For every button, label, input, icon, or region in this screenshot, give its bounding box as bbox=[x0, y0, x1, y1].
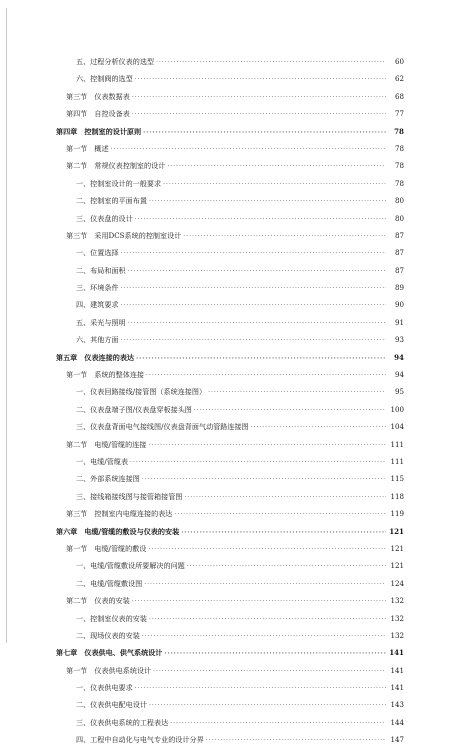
toc-page-number: 78 bbox=[394, 161, 404, 171]
toc-item-row bbox=[56, 244, 404, 261]
dot-leader bbox=[170, 715, 386, 732]
toc-page-number: 132 bbox=[390, 613, 404, 623]
toc-entry-title: 四、工程中自动化与电气专业的设计分界 bbox=[76, 735, 204, 745]
toc-entry-title: 二、仪表盘端子图/仪表盘穿板接头图 bbox=[76, 404, 192, 414]
toc-entry-title: 二、外部系统连接图 bbox=[76, 474, 140, 484]
toc-page-number: 124 bbox=[390, 578, 404, 588]
toc-page-number: 118 bbox=[390, 491, 404, 501]
page-edge-line bbox=[6, 8, 7, 643]
toc-item-row bbox=[56, 175, 404, 192]
toc-item-row bbox=[56, 488, 404, 505]
dot-leader bbox=[130, 454, 386, 471]
toc-entry-title: 一、电缆/管缆敷设所要解决的问题 bbox=[76, 561, 185, 571]
toc-entry-title: 一、电缆/管缆表 bbox=[76, 456, 129, 466]
toc-entry-title: 二、现场仪表的安装 bbox=[76, 630, 140, 640]
toc-page-number: 141 bbox=[390, 683, 404, 693]
toc-entry-title: 第一节 系统的整体连接 bbox=[66, 370, 145, 380]
toc-page-number: 132 bbox=[390, 596, 404, 606]
toc-entry-title: 第二节 电缆/管缆的连接 bbox=[66, 439, 147, 449]
toc-section-row bbox=[56, 540, 404, 557]
toc-page-number: 87 bbox=[394, 248, 404, 258]
toc-page-number: 93 bbox=[394, 335, 404, 345]
dot-leader bbox=[174, 506, 386, 523]
toc-page-number: 60 bbox=[394, 57, 404, 66]
toc-entry-title: 第一节 概述 bbox=[66, 143, 109, 153]
toc-page-number: 100 bbox=[390, 404, 404, 414]
dot-leader bbox=[184, 489, 386, 506]
dot-leader bbox=[135, 211, 386, 228]
toc-entry-title: 一、控制室仪表的安装 bbox=[76, 613, 147, 623]
toc-item-row bbox=[56, 575, 404, 592]
toc-section-row bbox=[56, 505, 404, 522]
toc-item-row bbox=[56, 331, 404, 348]
dot-leader bbox=[156, 54, 386, 71]
toc-entry-title: 二、布局和面积 bbox=[76, 265, 126, 275]
toc-entry-title: 四、建筑要求 bbox=[76, 300, 119, 310]
toc-item-row bbox=[56, 418, 404, 435]
dot-leader bbox=[167, 158, 386, 175]
toc-entry-title: 第三节 控制室内电缆连接的表达 bbox=[66, 509, 173, 519]
toc-item-row bbox=[56, 210, 404, 227]
toc-page-number: 141 bbox=[389, 648, 404, 658]
toc-page-number: 132 bbox=[390, 630, 404, 640]
toc-entry-title: 第一节 电缆/管缆的敷设 bbox=[66, 543, 147, 553]
toc-section-row bbox=[56, 105, 404, 122]
toc-entry-title: 二、仪表供电配电设计 bbox=[76, 700, 147, 710]
toc-item-row bbox=[56, 714, 404, 731]
toc-entry-title: 第四章 控制室的设计原则 bbox=[56, 126, 142, 136]
toc-page-number: 94 bbox=[394, 352, 404, 362]
dot-leader bbox=[149, 697, 386, 714]
toc-page-number: 78 bbox=[394, 143, 404, 153]
toc-entry-title: 第三节 采用DCS系统的控制室设计 bbox=[66, 230, 182, 240]
toc-entry-title: 五、过程分析仪表的选型 bbox=[76, 57, 155, 66]
toc-chapter-row bbox=[56, 644, 404, 661]
toc-item-row bbox=[56, 470, 404, 487]
toc-item-row bbox=[56, 192, 404, 209]
toc-page-number: 121 bbox=[390, 543, 404, 553]
toc-item-row bbox=[56, 453, 404, 470]
dot-leader bbox=[128, 315, 386, 332]
dot-leader bbox=[146, 367, 386, 384]
toc-page-number: 91 bbox=[394, 317, 404, 327]
toc-page-number: 89 bbox=[394, 283, 404, 293]
toc-page-number: 121 bbox=[390, 561, 404, 571]
dot-leader bbox=[206, 732, 386, 749]
dot-leader bbox=[135, 71, 386, 88]
toc-item-row bbox=[56, 262, 404, 279]
dot-leader bbox=[136, 350, 386, 367]
dot-leader bbox=[208, 384, 386, 401]
toc-chapter-row bbox=[56, 349, 404, 366]
toc-page-number: 78 bbox=[394, 126, 404, 136]
dot-leader bbox=[148, 541, 386, 558]
toc-entry-title: 三、仪表供电系统的工程表达 bbox=[76, 717, 169, 727]
toc-page-number: 111 bbox=[390, 456, 404, 466]
toc-page-number: 68 bbox=[394, 91, 404, 101]
toc-entry-title: 五、采光与照明 bbox=[76, 317, 126, 327]
dot-leader bbox=[143, 124, 386, 141]
dot-leader bbox=[132, 593, 386, 610]
toc-entry-title: 三、仪表盘的设计 bbox=[76, 213, 133, 223]
toc-page-number: 104 bbox=[390, 422, 404, 432]
toc-page-number: 144 bbox=[390, 717, 404, 727]
toc-entry-title: 三、仪表盘背面电气接线图/仪表盘背面气动管路连接图 bbox=[76, 422, 249, 432]
dot-leader bbox=[181, 524, 386, 541]
toc-entry-title: 第六章 电缆/管缆的敷设与仪表的安装 bbox=[56, 526, 180, 536]
toc-item-row bbox=[56, 679, 404, 696]
toc-chapter-row bbox=[56, 523, 404, 540]
toc-item-row bbox=[56, 401, 404, 418]
toc-page-number: 115 bbox=[390, 474, 404, 484]
toc-page-number: 80 bbox=[394, 196, 404, 206]
toc-page-number: 143 bbox=[390, 700, 404, 710]
dot-leader bbox=[183, 228, 386, 245]
toc-page-number: 95 bbox=[394, 387, 404, 397]
toc-item-row bbox=[56, 314, 404, 331]
dot-leader bbox=[153, 663, 386, 680]
toc-chapter-row bbox=[56, 123, 404, 140]
toc-item-row bbox=[56, 383, 404, 400]
toc-page-number: 87 bbox=[394, 230, 404, 240]
toc-page-number: 87 bbox=[394, 265, 404, 275]
dot-leader bbox=[121, 280, 386, 297]
toc-entry-title: 二、电缆/管缆敷设图 bbox=[76, 578, 143, 588]
toc-page-number: 119 bbox=[390, 509, 404, 519]
dot-leader bbox=[121, 245, 386, 262]
toc-entry-title: 六、其他方面 bbox=[76, 335, 119, 345]
dot-leader bbox=[187, 558, 386, 575]
toc-section-row bbox=[56, 592, 404, 609]
toc-section-row bbox=[56, 140, 404, 157]
dot-leader bbox=[121, 332, 386, 349]
toc-page-number: 77 bbox=[394, 109, 404, 119]
dot-leader bbox=[251, 419, 386, 436]
toc-page-number: 111 bbox=[390, 439, 404, 449]
toc-section-row bbox=[56, 157, 404, 174]
toc-section-row bbox=[56, 436, 404, 453]
toc-entry-title: 第七章 仪表供电、供气系统设计 bbox=[56, 648, 163, 658]
toc-page-number: 78 bbox=[394, 178, 404, 188]
toc-item-row bbox=[56, 296, 404, 313]
toc-page-number: 141 bbox=[390, 665, 404, 675]
dot-leader bbox=[144, 576, 386, 593]
toc-item-row bbox=[56, 279, 404, 296]
dot-leader bbox=[148, 437, 386, 454]
dot-leader bbox=[128, 263, 386, 280]
toc-page-number: 94 bbox=[394, 370, 404, 380]
toc-entry-title: 第五章 仪表连接的表达 bbox=[56, 352, 135, 362]
toc-entry-title: 第三节 仪表数据表 bbox=[66, 91, 130, 101]
toc-section-row bbox=[56, 662, 404, 679]
dot-leader bbox=[132, 89, 386, 106]
dot-leader bbox=[111, 141, 386, 158]
toc-section-row bbox=[56, 366, 404, 383]
toc-entry-title: 一、控制室设计的一般要求 bbox=[76, 178, 162, 188]
toc-page-number: 147 bbox=[390, 735, 404, 745]
toc-item-row bbox=[56, 731, 404, 748]
toc-entry-title: 一、仪表供电要求 bbox=[76, 683, 133, 693]
toc-entry-title: 一、仪表回路接线/接管图（系统连接图） bbox=[76, 387, 207, 397]
dot-leader bbox=[149, 193, 386, 210]
dot-leader bbox=[142, 628, 386, 645]
toc-item-row bbox=[56, 696, 404, 713]
toc-page-number: 90 bbox=[394, 300, 404, 310]
dot-leader bbox=[149, 611, 386, 628]
toc-section-row bbox=[56, 88, 404, 105]
toc-page-number: 62 bbox=[394, 74, 404, 84]
toc-entry-title: 第一节 仪表供电系统设计 bbox=[66, 665, 152, 675]
dot-leader bbox=[135, 680, 386, 697]
table-of-contents bbox=[56, 53, 404, 749]
toc-page-number: 121 bbox=[389, 526, 404, 536]
toc-entry-title: 第四节 自控设备表 bbox=[66, 109, 130, 119]
dot-leader bbox=[164, 645, 386, 662]
toc-entry-title: 第二节 仪表的安装 bbox=[66, 596, 130, 606]
toc-item-row bbox=[56, 557, 404, 574]
dot-leader bbox=[194, 402, 386, 419]
toc-entry-title: 六、控制阀的选型 bbox=[76, 74, 133, 84]
toc-entry-title: 第二节 常规仪表控制室的设计 bbox=[66, 161, 166, 171]
toc-entry-title: 一、位置选择 bbox=[76, 248, 119, 258]
toc-entry-title: 三、环境条件 bbox=[76, 283, 119, 293]
toc-page-number: 80 bbox=[394, 213, 404, 223]
toc-item-row bbox=[56, 70, 404, 87]
dot-leader bbox=[163, 176, 386, 193]
toc-section-row bbox=[56, 227, 404, 244]
dot-leader bbox=[132, 106, 386, 123]
toc-item-row bbox=[56, 610, 404, 627]
toc-entry-title: 二、控制室的平面布置 bbox=[76, 196, 147, 206]
dot-leader bbox=[142, 471, 386, 488]
toc-item-row bbox=[56, 627, 404, 644]
toc-entry-title: 三、接线箱接线图与接管箱接管图 bbox=[76, 491, 183, 501]
dot-leader bbox=[121, 297, 386, 314]
toc-item-row bbox=[56, 53, 404, 70]
